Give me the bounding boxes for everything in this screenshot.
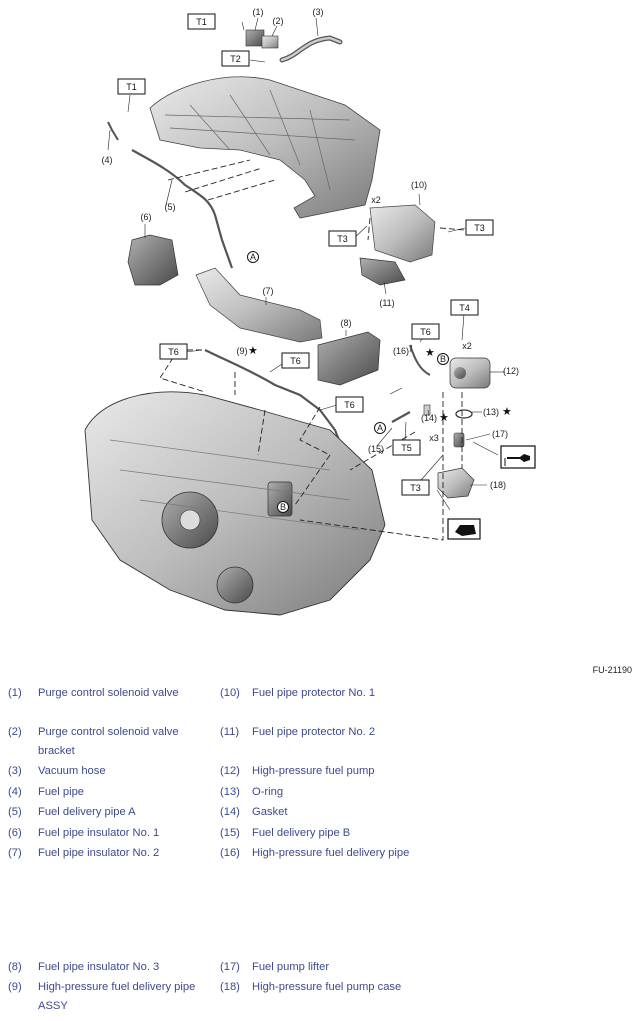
torque-label: T3 xyxy=(337,234,348,244)
torque-label: T1 xyxy=(126,82,137,92)
svg-text:★: ★ xyxy=(439,411,449,424)
torque-label-box xyxy=(188,14,215,29)
callout-number: (17) xyxy=(491,429,509,439)
fuel-pipe-insulator-2 xyxy=(196,268,322,342)
torque-label-box xyxy=(336,397,363,412)
callout-number: (18) xyxy=(489,480,507,490)
torque-label-box xyxy=(118,79,145,94)
fuel-pipe-insulator-3 xyxy=(318,332,380,385)
torque-label: T6 xyxy=(168,347,179,357)
apply-grease-icon xyxy=(448,519,480,539)
fuel-pipe-protector-1 xyxy=(370,205,435,262)
fuel-pipe-protector-2 xyxy=(360,258,405,285)
fuel-pump-lifter xyxy=(454,433,464,447)
reference-mark-letter: A xyxy=(376,423,384,433)
reference-mark xyxy=(375,423,386,434)
reference-mark xyxy=(278,502,289,513)
callout-number: (4) xyxy=(101,155,113,165)
svg-text:★: ★ xyxy=(248,344,258,357)
torque-label-box xyxy=(466,220,493,235)
torque-label: T2 xyxy=(230,54,241,64)
callout-number: (5) xyxy=(164,202,176,212)
fuel-delivery-pipe-b xyxy=(392,412,410,422)
torque-label: T4 xyxy=(459,303,470,313)
torque-label-box xyxy=(160,344,187,359)
reference-mark-letter: B xyxy=(439,354,447,364)
reference-mark xyxy=(438,354,449,365)
fuel-pipe-insulator-1 xyxy=(128,235,178,285)
callout-number: (15) xyxy=(367,444,385,454)
callout-number: (11) xyxy=(379,298,395,308)
callout-number: (1) xyxy=(252,7,264,17)
callout-number: (9) xyxy=(236,346,248,356)
torque-label: T3 xyxy=(474,223,485,233)
torque-label: T3 xyxy=(410,483,421,493)
callout-number: (8) xyxy=(340,318,352,328)
torque-label: T6 xyxy=(344,400,355,410)
high-pressure-fuel-pump xyxy=(450,358,490,388)
figure-id: FU-21190 xyxy=(592,665,632,675)
reference-mark xyxy=(248,252,259,263)
svg-text:★: ★ xyxy=(425,346,435,359)
callout-number: (3) xyxy=(312,7,324,17)
torque-label: T6 xyxy=(420,327,431,337)
callout-number: (14) xyxy=(420,413,438,423)
intake-manifold xyxy=(150,77,380,218)
callout-number: (10) xyxy=(410,180,428,190)
callout-number: (13) xyxy=(482,407,500,417)
apply-oil-icon xyxy=(501,446,535,468)
reference-mark-letter: B xyxy=(279,502,287,512)
torque-label-box xyxy=(402,480,429,495)
callout-number: (16) xyxy=(392,346,410,356)
reference-mark-letter: A xyxy=(249,252,257,262)
torque-label-box xyxy=(393,440,420,455)
svg-text:★: ★ xyxy=(502,405,512,418)
torque-label-box xyxy=(451,300,478,315)
engine-assembly xyxy=(85,392,385,615)
multiplier-label: x3 xyxy=(429,433,439,443)
callout-number: (12) xyxy=(502,366,520,376)
multiplier-label: x2 xyxy=(371,195,381,205)
multiplier-label: x2 xyxy=(462,341,472,351)
torque-label: T5 xyxy=(401,443,412,453)
o-ring xyxy=(456,410,472,418)
callout-number: (7) xyxy=(262,286,274,296)
torque-label: T1 xyxy=(196,17,207,27)
torque-label-box xyxy=(222,51,249,66)
torque-label-box xyxy=(282,353,309,368)
torque-label: T6 xyxy=(290,356,301,366)
torque-label-box xyxy=(329,231,356,246)
callout-number: (6) xyxy=(140,212,152,222)
purge-control-solenoid-valve xyxy=(246,30,278,48)
callout-number: (2) xyxy=(272,16,284,26)
torque-label-box xyxy=(412,324,439,339)
